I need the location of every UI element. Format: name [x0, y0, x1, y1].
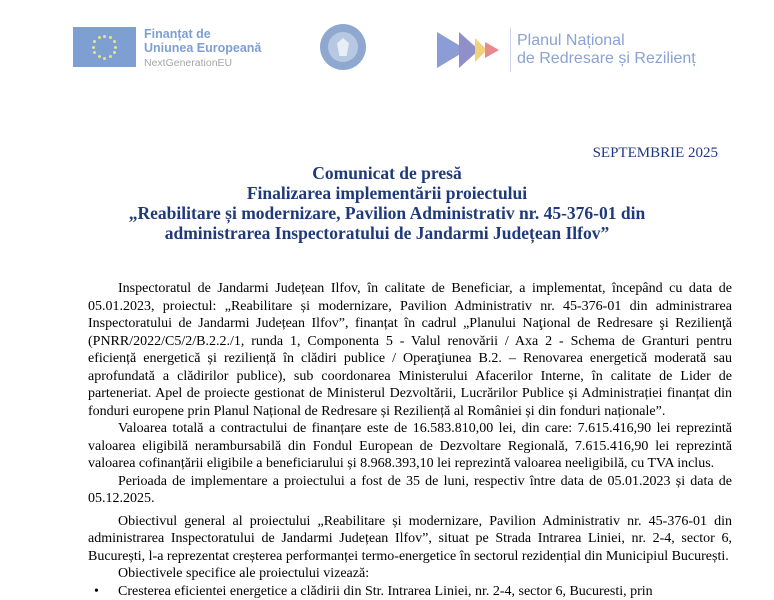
pnrr-arrows-icon — [437, 32, 502, 68]
paragraph-period: Perioada de implementare a proiectului a fost de 35 de luni, respectiv între data de 05.01.2023 și data de 05.12.2025. — [88, 473, 732, 508]
eu-logo-line1: Finanțat de — [144, 27, 261, 41]
eu-star-icon — [109, 36, 112, 39]
romanian-government-seal-icon — [320, 24, 366, 70]
title-line: Finalizarea implementării proiectului — [0, 183, 774, 203]
eu-star-icon — [114, 46, 117, 49]
eu-flag-icon — [73, 27, 136, 67]
title-line: Comunicat de presă — [0, 163, 774, 183]
eu-star-icon — [98, 55, 101, 58]
eu-star-icon — [109, 55, 112, 58]
objectives-list — [88, 583, 732, 600]
list-item-text: Cresterea eficientei energetice a clădirii din Str. Intrarea Liniei, nr. 2-4, sector 6, Bucuresti, prin — [118, 584, 653, 599]
pnrr-logo — [437, 28, 696, 72]
pnrr-logo-line1: Planul Național — [517, 32, 696, 50]
eu-star-icon — [103, 57, 106, 60]
eu-star-icon — [113, 51, 116, 54]
eagle-icon — [337, 38, 349, 56]
eu-star-icon — [93, 51, 96, 54]
pnrr-logo-line2: de Redresare și Rezilienț — [517, 50, 696, 68]
paragraph-general-objective: Obiectivul general al proiectului „Reabilitare și modernizare, Pavilion Administrativ nr. 45-376-01 din administrarea Inspectoratului de Jandarmi Județean Ilfov”, situat pe Strada Intrarea Liniei, nr. 2-4, sector 6, București, l-a reprezentat creșterea performanței termo-energetice în sectorul rezidențial din Municipiul București. — [88, 513, 732, 566]
eu-star-icon — [93, 40, 96, 43]
list-item — [88, 583, 732, 600]
title-line: „Reabilitare și modernizare, Pavilion Administrativ nr. 45-376-01 din — [0, 203, 774, 223]
eu-star-icon — [113, 40, 116, 43]
eu-star-icon — [98, 36, 101, 39]
document-header — [0, 0, 774, 100]
paragraph-specific-objectives: Obiectivele specifice ale proiectului vizează: — [88, 565, 732, 583]
title-line: administrarea Inspectoratului de Jandarmi Județean Ilfov” — [0, 223, 774, 243]
bullet-icon: • — [94, 583, 99, 600]
document-body — [88, 280, 732, 600]
press-release-title — [0, 163, 774, 243]
document-date: SEPTEMBRIE 2025 — [593, 145, 718, 162]
eu-logo-line3: NextGenerationEU — [144, 56, 261, 70]
eu-star-icon — [92, 46, 95, 49]
eu-logo-line2: Uniunea Europeană — [144, 41, 261, 55]
logo-divider — [510, 28, 511, 72]
eu-funding-logo — [73, 27, 261, 70]
eu-star-icon — [103, 35, 106, 38]
paragraph-intro: Inspectoratul de Jandarmi Județean Ilfov, în calitate de Beneficiar, a implementat, începând cu data de 05.01.2023, proiectul: „Reabilitare și modernizare, Pavilion Administrativ nr. 45-376-01 din administrarea Inspectoratului de Jandarmi Județean Ilfov”, finanțat în cadrul „Planului Naţional de Redresare şi Rezilienţă (PNRR/2022/C5/2/B.2.2./1, runda 1, Componenta 5 - Valul renovării / Axa 2 - Schema de Granturi pentru eficiență energetică și reziliență în clădiri publice / Operaţiunea B.2. – Renovarea energetică moderată sau aprofundată a clădirilor publice), sub coordonarea Ministerului Afacerilor Interne, în calitate de Lider de parteneriat. Apel de proiecte gestionat de Ministerul Dezvoltării, Lucrărilor Publice și Administrației finanțat din fonduri europene prin Planul Național de Redresare și Reziliență al României și din fonduri naționale”. — [88, 280, 732, 420]
paragraph-value: Valoarea totală a contractului de finanțare este de 16.583.810,00 lei, din care: 7.615.416,90 lei reprezintă valoarea eligibilă nerambursabilă din Fondul European de Dezvoltare Regională, 7.615.416,90 lei reprezintă valoarea cofinanțării eligibile a beneficiarului și 8.968.393,10 lei reprezintă valoarea neeligibilă, cu TVA inclus. — [88, 420, 732, 473]
